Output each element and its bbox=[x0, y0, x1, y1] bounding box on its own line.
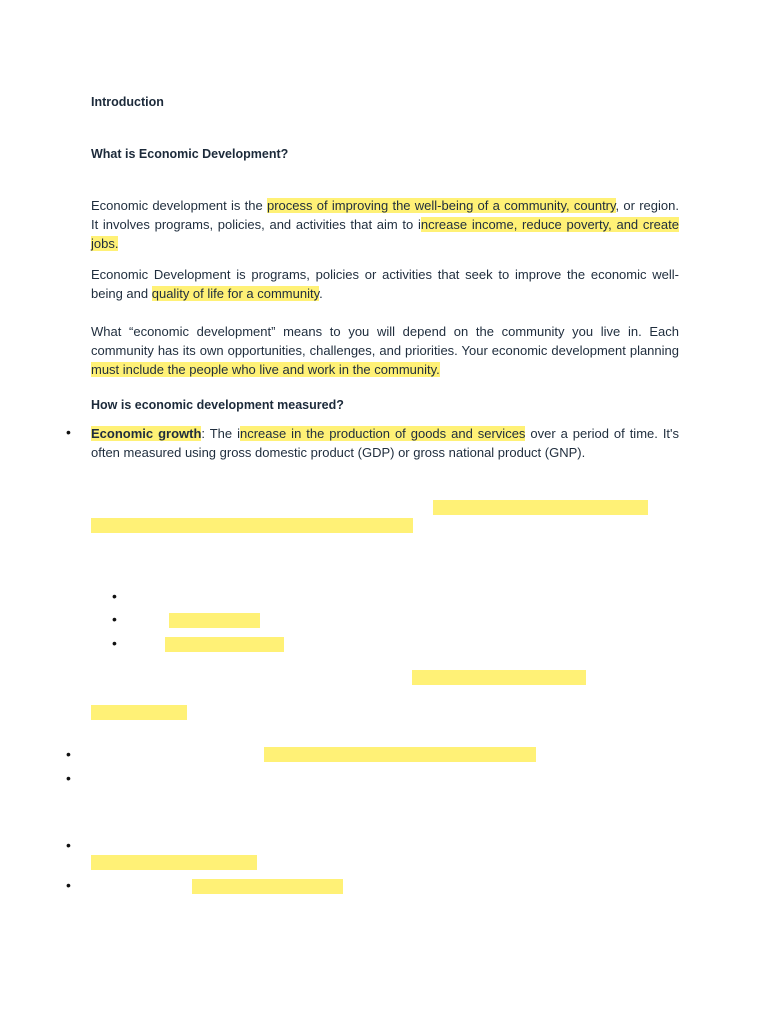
bullet: • bbox=[66, 877, 71, 893]
highlight-bar bbox=[192, 879, 343, 894]
paragraph-community bbox=[91, 322, 679, 379]
highlight-bar bbox=[412, 670, 586, 685]
highlight-bar bbox=[433, 500, 648, 515]
paragraph-text: over a period of time. It's often measured using gross domestic product (GDP) or gross national product (GNP). bbox=[91, 426, 680, 460]
bullet: • bbox=[112, 611, 117, 627]
paragraph-text: . bbox=[319, 286, 323, 301]
highlight-bar bbox=[169, 613, 260, 628]
paragraph-text: Economic Development is programs, policies or activities that seek to improve the economic well-being and bbox=[91, 267, 679, 301]
highlight-bar bbox=[264, 747, 536, 762]
heading-introduction: Introduction bbox=[91, 95, 164, 109]
highlight-bar bbox=[91, 855, 257, 870]
paragraph-programs bbox=[91, 265, 679, 303]
bullet: • bbox=[66, 837, 71, 853]
heading-what-is-economic-development: What is Economic Development? bbox=[91, 147, 289, 161]
highlight-bar bbox=[165, 637, 284, 652]
bullet: • bbox=[66, 770, 71, 786]
highlighted-text: ncrease income, reduce poverty, and create jobs. bbox=[91, 217, 679, 251]
highlighted-text: must include the people who live and work in the community. bbox=[91, 362, 440, 377]
paragraph-text: What “economic development” means to you will depend on the community you live in. Each community has its own opportunities, challenges, and priorities. Your economic development planning bbox=[91, 324, 679, 358]
highlight-bar bbox=[91, 518, 413, 533]
bullet: • bbox=[66, 746, 71, 762]
measure-term: Economic growth bbox=[91, 426, 202, 441]
highlighted-text: process of improving the well-being of a community, country bbox=[266, 198, 616, 213]
paragraph-text: Economic development is the bbox=[91, 198, 267, 213]
bullet: • bbox=[112, 588, 117, 604]
heading-how-measured: How is economic development measured? bbox=[91, 398, 344, 412]
paragraph-text: : The i bbox=[201, 426, 240, 441]
bullet: • bbox=[112, 635, 117, 651]
measure-economic-growth bbox=[91, 424, 679, 462]
bullet: • bbox=[66, 424, 71, 440]
highlight-bar bbox=[91, 705, 187, 720]
highlighted-text: ncrease in the production of goods and services bbox=[239, 426, 526, 441]
paragraph-text: , or region. It involves programs, policies, and activities that aim to i bbox=[91, 198, 679, 232]
paragraph-definition bbox=[91, 196, 679, 253]
highlighted-text: quality of life for a community bbox=[151, 286, 320, 301]
